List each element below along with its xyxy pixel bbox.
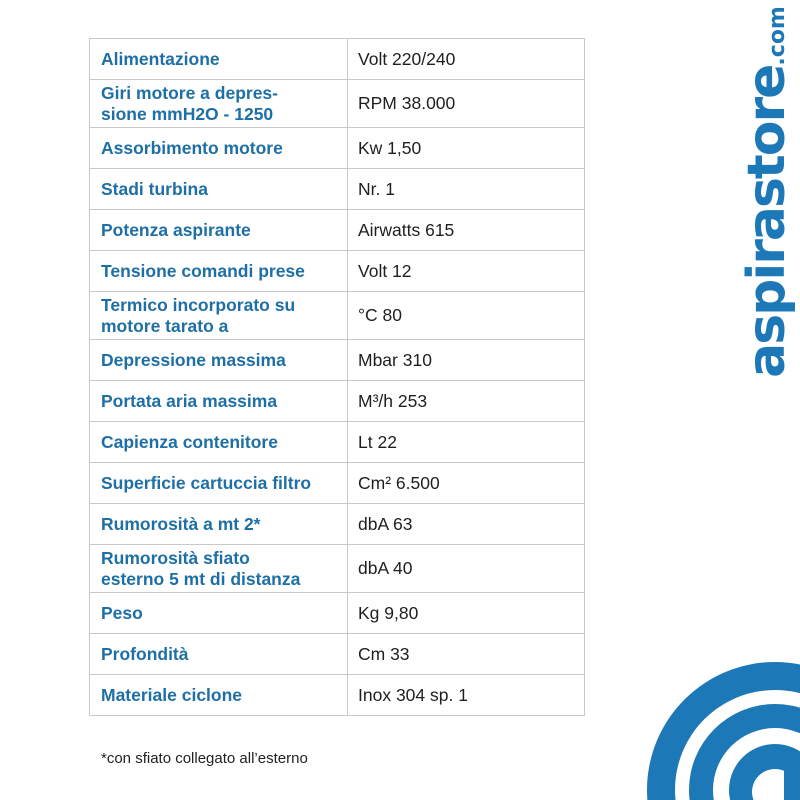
spec-value: Volt 220/240 — [348, 39, 585, 80]
spec-value: °C 80 — [348, 292, 585, 340]
spec-value: dbA 63 — [348, 504, 585, 545]
spec-value: Kw 1,50 — [348, 128, 585, 169]
spec-value: Cm² 6.500 — [348, 463, 585, 504]
spec-value: Kg 9,80 — [348, 593, 585, 634]
footnote: *con sfiato collegato all’esterno — [101, 750, 308, 767]
spec-label: Capienza contenitore — [90, 422, 348, 463]
spec-value: Lt 22 — [348, 422, 585, 463]
spec-label: Peso — [90, 593, 348, 634]
spec-label: Portata aria massima — [90, 381, 348, 422]
brand-name: aspirastore — [737, 65, 797, 378]
spec-value: Airwatts 615 — [348, 210, 585, 251]
spec-label: Assorbimento motore — [90, 128, 348, 169]
spec-label: Potenza aspirante — [90, 210, 348, 251]
spec-label: Rumorosità a mt 2* — [90, 504, 348, 545]
spec-label: Giri motore a depres- sione mmH2O - 1250 — [90, 80, 348, 128]
spec-label: Depressione massima — [90, 340, 348, 381]
spec-value: Inox 304 sp. 1 — [348, 675, 585, 716]
spec-value: RPM 38.000 — [348, 80, 585, 128]
brand-suffix: .com — [765, 6, 790, 66]
spec-label: Termico incorporato su motore tarato a — [90, 292, 348, 340]
spec-label: Rumorosità sfiato esterno 5 mt di distanza — [90, 545, 348, 593]
spec-value: Volt 12 — [348, 251, 585, 292]
spec-label: Alimentazione — [90, 39, 348, 80]
spec-label: Materiale ciclone — [90, 675, 348, 716]
spec-label: Superficie cartuccia filtro — [90, 463, 348, 504]
spec-label: Profondità — [90, 634, 348, 675]
spec-value: Cm 33 — [348, 634, 585, 675]
spec-label: Stadi turbina — [90, 169, 348, 210]
spec-value: M³/h 253 — [348, 381, 585, 422]
spec-value: Nr. 1 — [348, 169, 585, 210]
spec-value: Mbar 310 — [348, 340, 585, 381]
spec-label: Tensione comandi prese — [90, 251, 348, 292]
spec-value: dbA 40 — [348, 545, 585, 593]
